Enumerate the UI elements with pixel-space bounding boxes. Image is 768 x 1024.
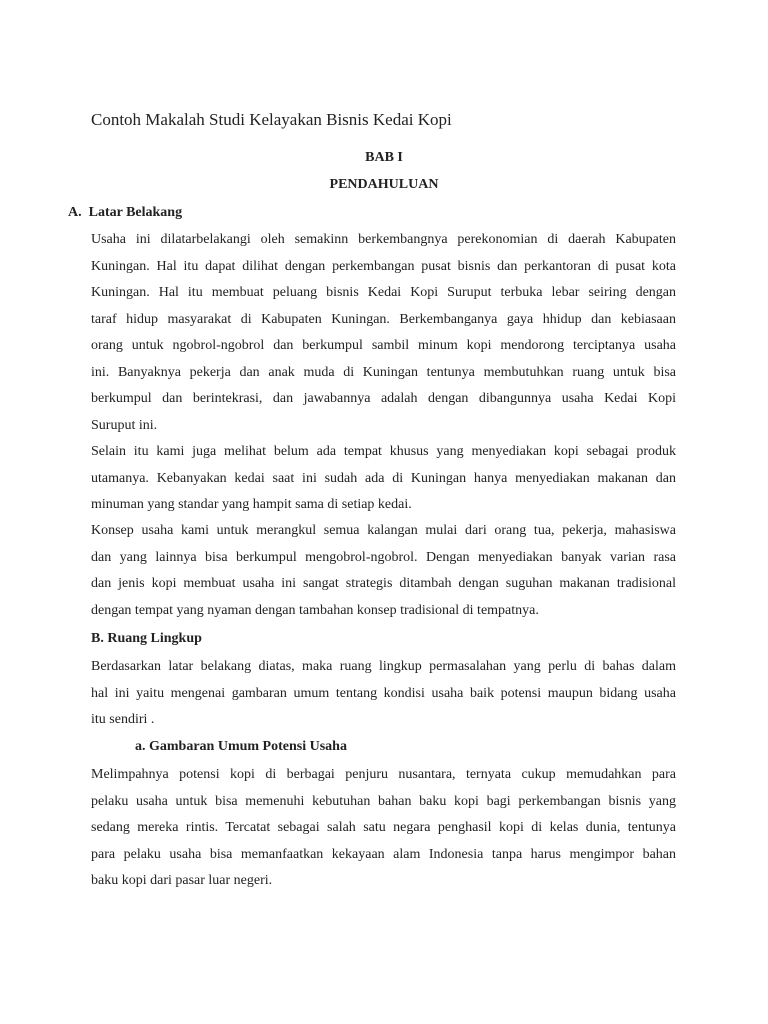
text-line: minuman yang standar yang hampit sama di setiap kedai. xyxy=(91,497,412,512)
text-line: berkumpul dan berintekrasi, dan jawabannya adalah dengan dibangunnya usaha Kedai Kopi xyxy=(91,391,676,406)
text-line: orang untuk ngobrol-ngobrol dan berkumpul sambil minum kopi mendorong terciptanya usaha xyxy=(91,338,676,353)
section-a-paragraph-3 xyxy=(91,518,676,624)
text-line: taraf hidup masyarakat di Kabupaten Kuningan. Berkembanganya gaya hhidup dan kebiasaan xyxy=(91,311,676,327)
section-b-heading: B. Ruang Lingkup xyxy=(91,631,202,646)
section-b-paragraph-1 xyxy=(91,654,676,734)
text-line: para pelaku usaha bisa memanfaatkan kekayaan alam Indonesia tanpa harus mengimpor bahan xyxy=(91,846,676,862)
text-line: dan yang lainnya bisa berkumpul mengobrol-ngobrol. Dengan menyediakan banyak varian rasa xyxy=(91,549,676,565)
subsection-a-paragraph-1 xyxy=(91,762,676,895)
text-line: pelaku usaha untuk bisa memenuhi kebutuhan bahan baku kopi bagi perkembangan bisnis yang xyxy=(91,793,676,809)
text-line: Selain itu kami juga melihat belum ada tempat khusus yang menyediakan kopi sebagai produk xyxy=(91,444,676,459)
text-line: baku kopi dari pasar luar negeri. xyxy=(91,873,273,888)
text-line: itu sendiri . xyxy=(91,712,155,727)
text-line: Kuningan. Hal itu membuat peluang bisnis Kedai Kopi Suruput terbuka lebar seiring dengan xyxy=(91,285,676,300)
chapter-number: BAB I xyxy=(365,150,403,165)
text-line: ini. Banyaknya pekerja dan anak muda di Kuningan tentunya membutuhkan ruang untuk bisa xyxy=(91,364,676,380)
text-line: Melimpahnya potensi kopi di berbagai penjuru nusantara, ternyata cukup memudahkan para xyxy=(91,767,676,782)
text-line: Usaha ini dilatarbelakangi oleh semakinn berkembangnya perekonomian di daerah Kabupaten xyxy=(91,232,676,247)
section-a-heading: A. Latar Belakang xyxy=(68,205,183,220)
text-line: Suruput ini. xyxy=(91,417,158,433)
text-line: dengan tempat yang nyaman dengan tambahan konsep tradisional di tempatnya. xyxy=(91,602,539,618)
chapter-title: PENDAHULUAN xyxy=(329,177,439,192)
text-line: dan jenis kopi membuat usaha ini sangat strategis ditambah dengan suguhan makanan tradisional xyxy=(91,576,676,591)
text-line: Konsep usaha kami untuk merangkul semua kalangan mulai dari orang tua, pekerja, mahasiswa xyxy=(91,523,676,538)
text-line: sedang mereka rintis. Tercatat sebagai salah satu negara penghasil kopi di kelas dunia, tentunya xyxy=(91,820,676,835)
subsection-a-heading: a. Gambaran Umum Potensi Usaha xyxy=(135,739,347,754)
text-line: hal ini yaitu mengenai gambaran umum tentang kondisi usaha baik potensi maupun bidang usaha xyxy=(91,685,676,701)
text-line: Kuningan. Hal itu dapat dilihat dengan perkembangan pusat bisnis dan perkantoran di pusat kota xyxy=(91,258,676,274)
section-a-paragraph-1 xyxy=(91,227,676,439)
text-line: Berdasarkan latar belakang diatas, maka ruang lingkup permasalahan yang perlu di bahas dalam xyxy=(91,659,676,674)
document-title: Contoh Makalah Studi Kelayakan Bisnis Kedai Kopi xyxy=(91,110,452,129)
section-a-paragraph-2 xyxy=(91,439,676,519)
text-line: utamanya. Kebanyakan kedai saat ini sudah ada di Kuningan hanya menyediakan makanan dan xyxy=(91,470,676,486)
